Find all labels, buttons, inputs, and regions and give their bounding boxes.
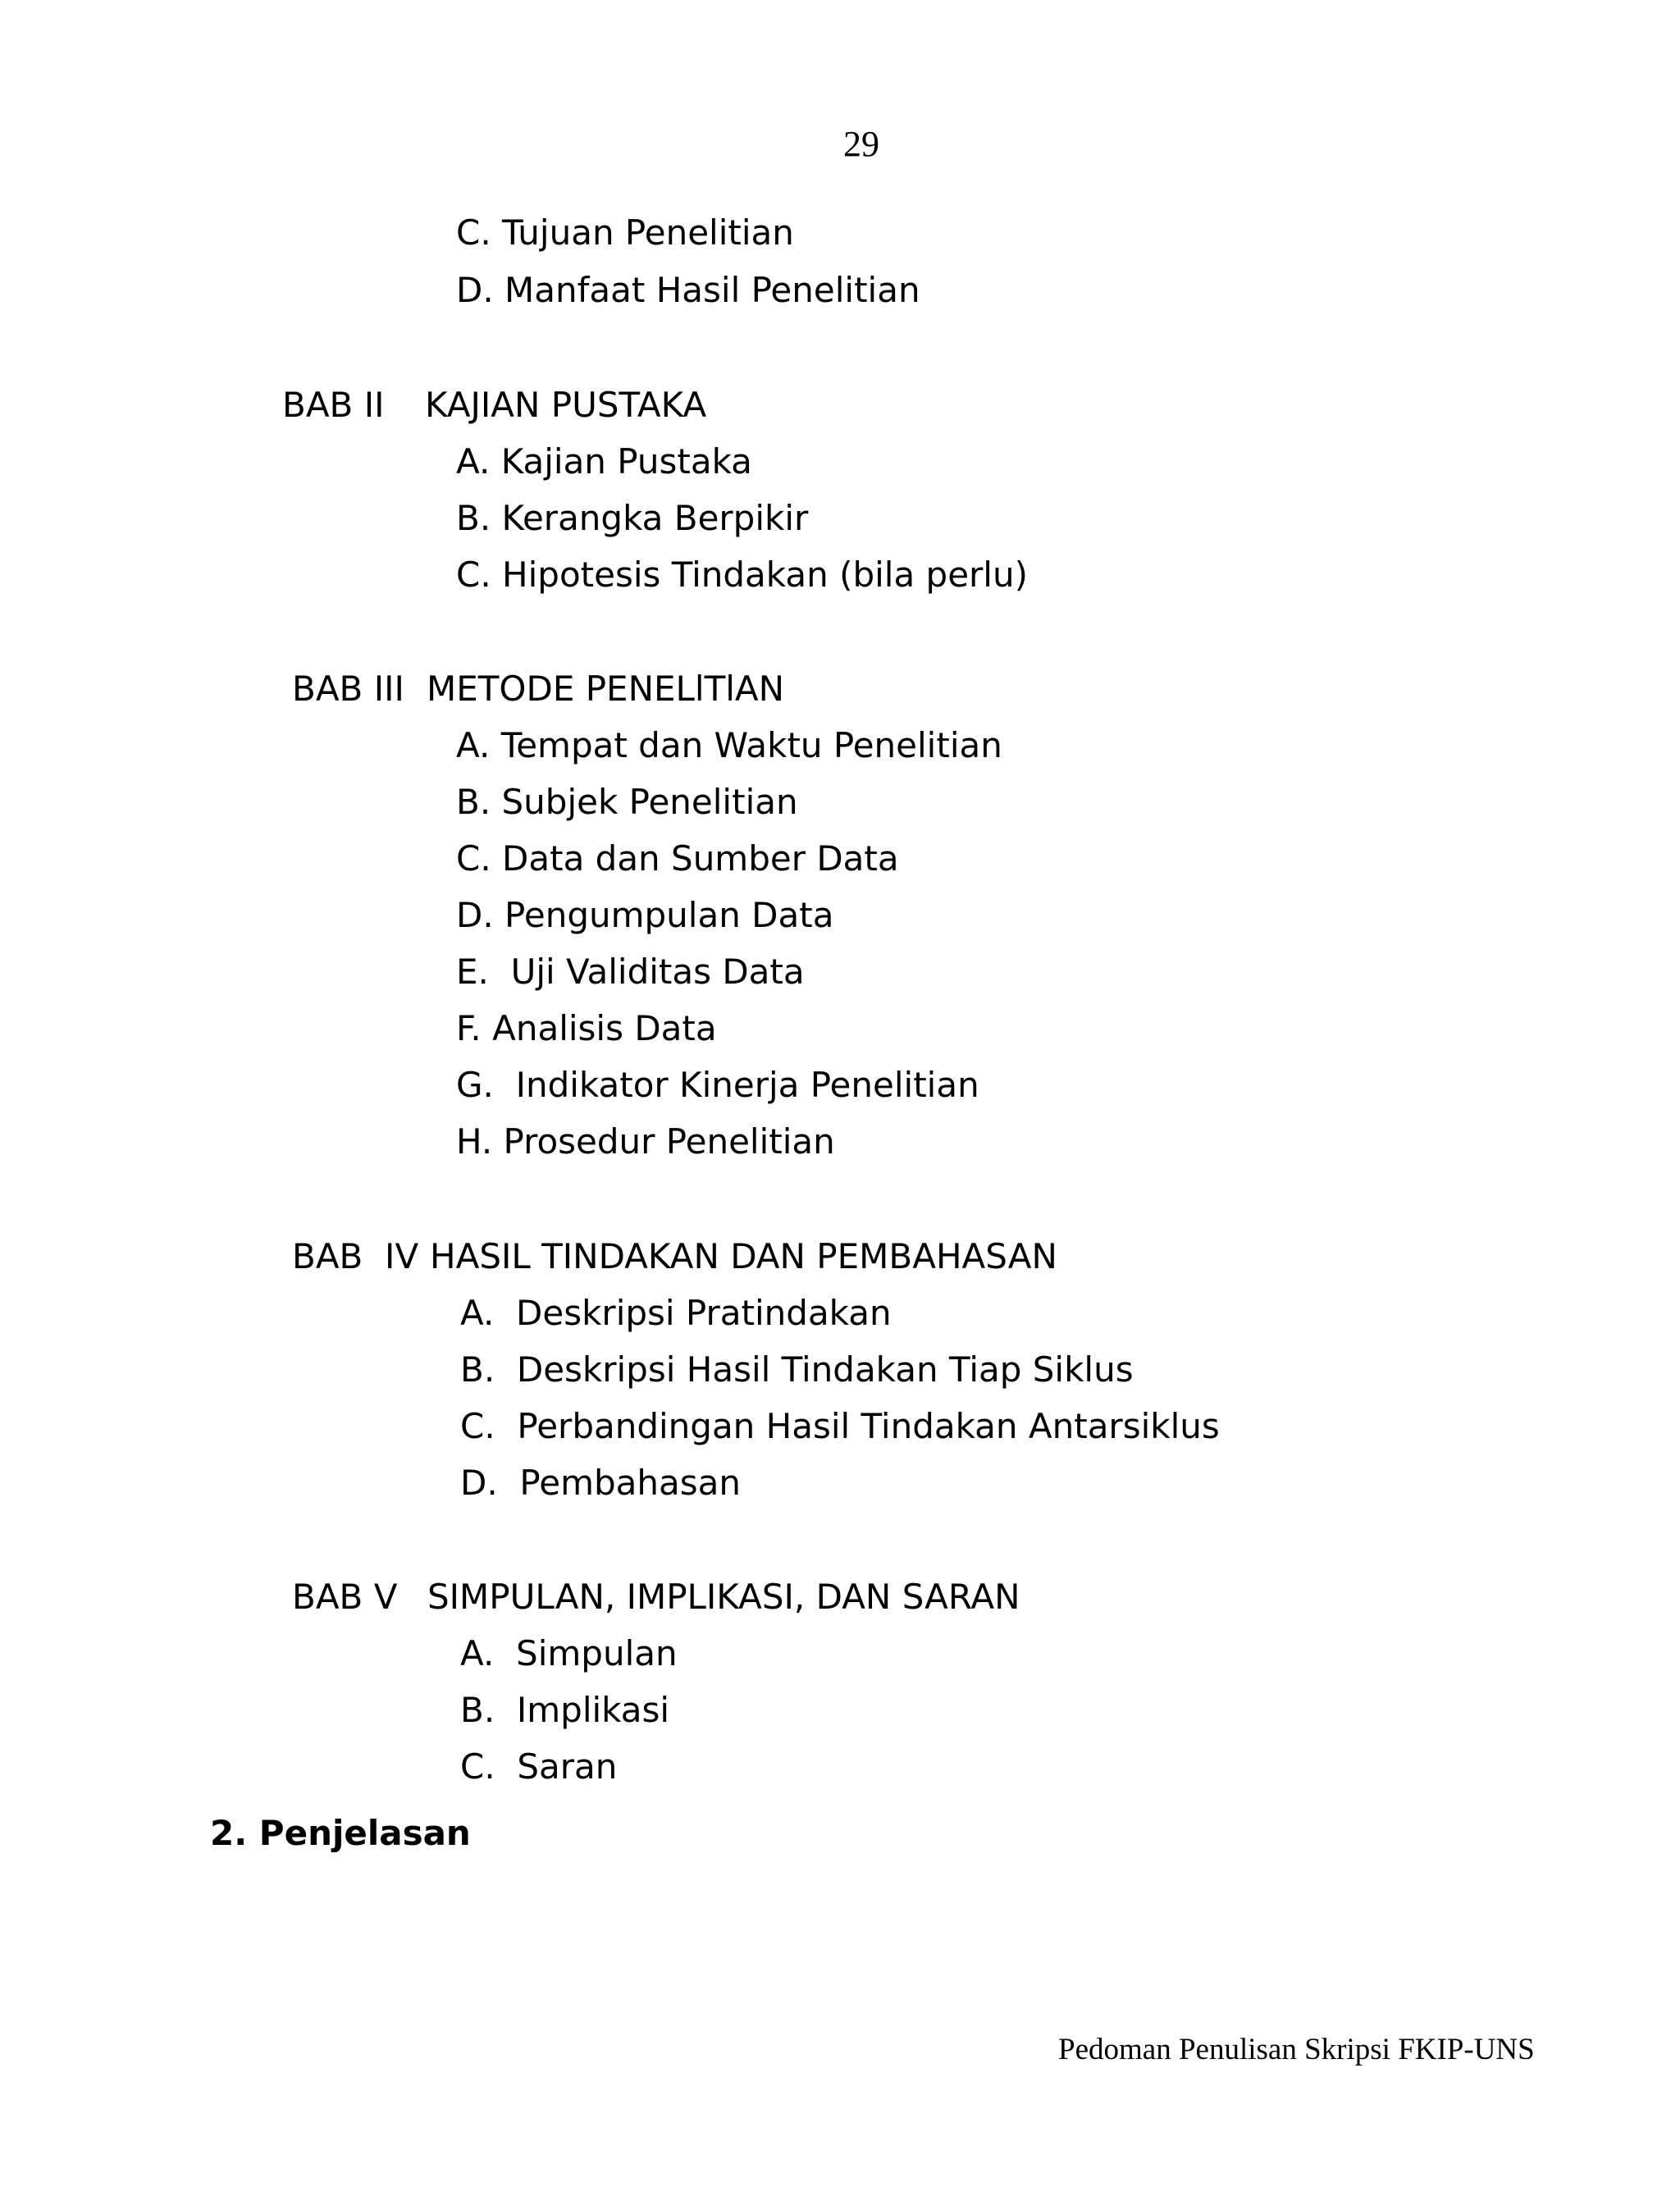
outline-item: D. Pembahasan: [460, 1463, 741, 1503]
outline-item: C. Hipotesis Tindakan (bila perlu): [456, 555, 1028, 595]
outline-item: F. Analisis Data: [456, 1008, 717, 1048]
chapter-title-bab-5: SIMPULAN, IMPLIKASI, DAN SARAN: [427, 1577, 1020, 1617]
outline-item: C. Saran: [460, 1746, 618, 1787]
outline-item: E. Uji Validitas Data: [456, 952, 805, 992]
chapter-label-bab-5: BAB V: [292, 1577, 398, 1617]
outline-item: C. Perbandingan Hasil Tindakan Antarsiklus: [460, 1406, 1220, 1446]
chapter-label-bab-2: BAB II: [282, 385, 385, 425]
chapter-title-bab-3: METODE PENELlTlAN: [427, 669, 785, 709]
chapter-title-bab-4: HASIL TINDAKAN DAN PEMBAHASAN: [430, 1236, 1057, 1276]
outline-item: A. Kajian Pustaka: [456, 441, 752, 482]
page-footer: Pedoman Penulisan Skripsi FKIP-UNS: [1058, 2033, 1535, 2066]
outline-item: A. Tempat dan Waktu Penelitian: [456, 725, 1002, 765]
outline-item: G. Indikator Kinerja Penelitian: [456, 1065, 979, 1105]
outline-item: A. Deskripsi Pratindakan: [460, 1293, 892, 1333]
section-heading: 2. Penjelasan: [210, 1813, 471, 1853]
chapter-label-bab-3: BAB III: [292, 669, 404, 709]
page-number: 29: [843, 124, 879, 164]
outline-item: C. Tujuan Penelitian: [456, 212, 794, 253]
outline-item: B. Subjek Penelitian: [456, 782, 798, 822]
outline-item: A. Simpulan: [460, 1633, 678, 1673]
outline-item: D. Manfaat Hasil Penelitian: [456, 270, 920, 310]
chapter-title-bab-2: KAJIAN PUSTAKA: [425, 385, 707, 425]
outline-item: D. Pengumpulan Data: [456, 895, 834, 935]
outline-item: C. Data dan Sumber Data: [456, 838, 899, 879]
outline-item: H. Prosedur Penelitian: [456, 1121, 835, 1162]
outline-item: B. Implikasi: [460, 1690, 670, 1730]
outline-item: B. Deskripsi Hasil Tindakan Tiap Siklus: [460, 1349, 1134, 1390]
outline-item: B. Kerangka Berpikir: [456, 498, 809, 538]
chapter-label-bab-4: BAB IV: [292, 1236, 419, 1276]
